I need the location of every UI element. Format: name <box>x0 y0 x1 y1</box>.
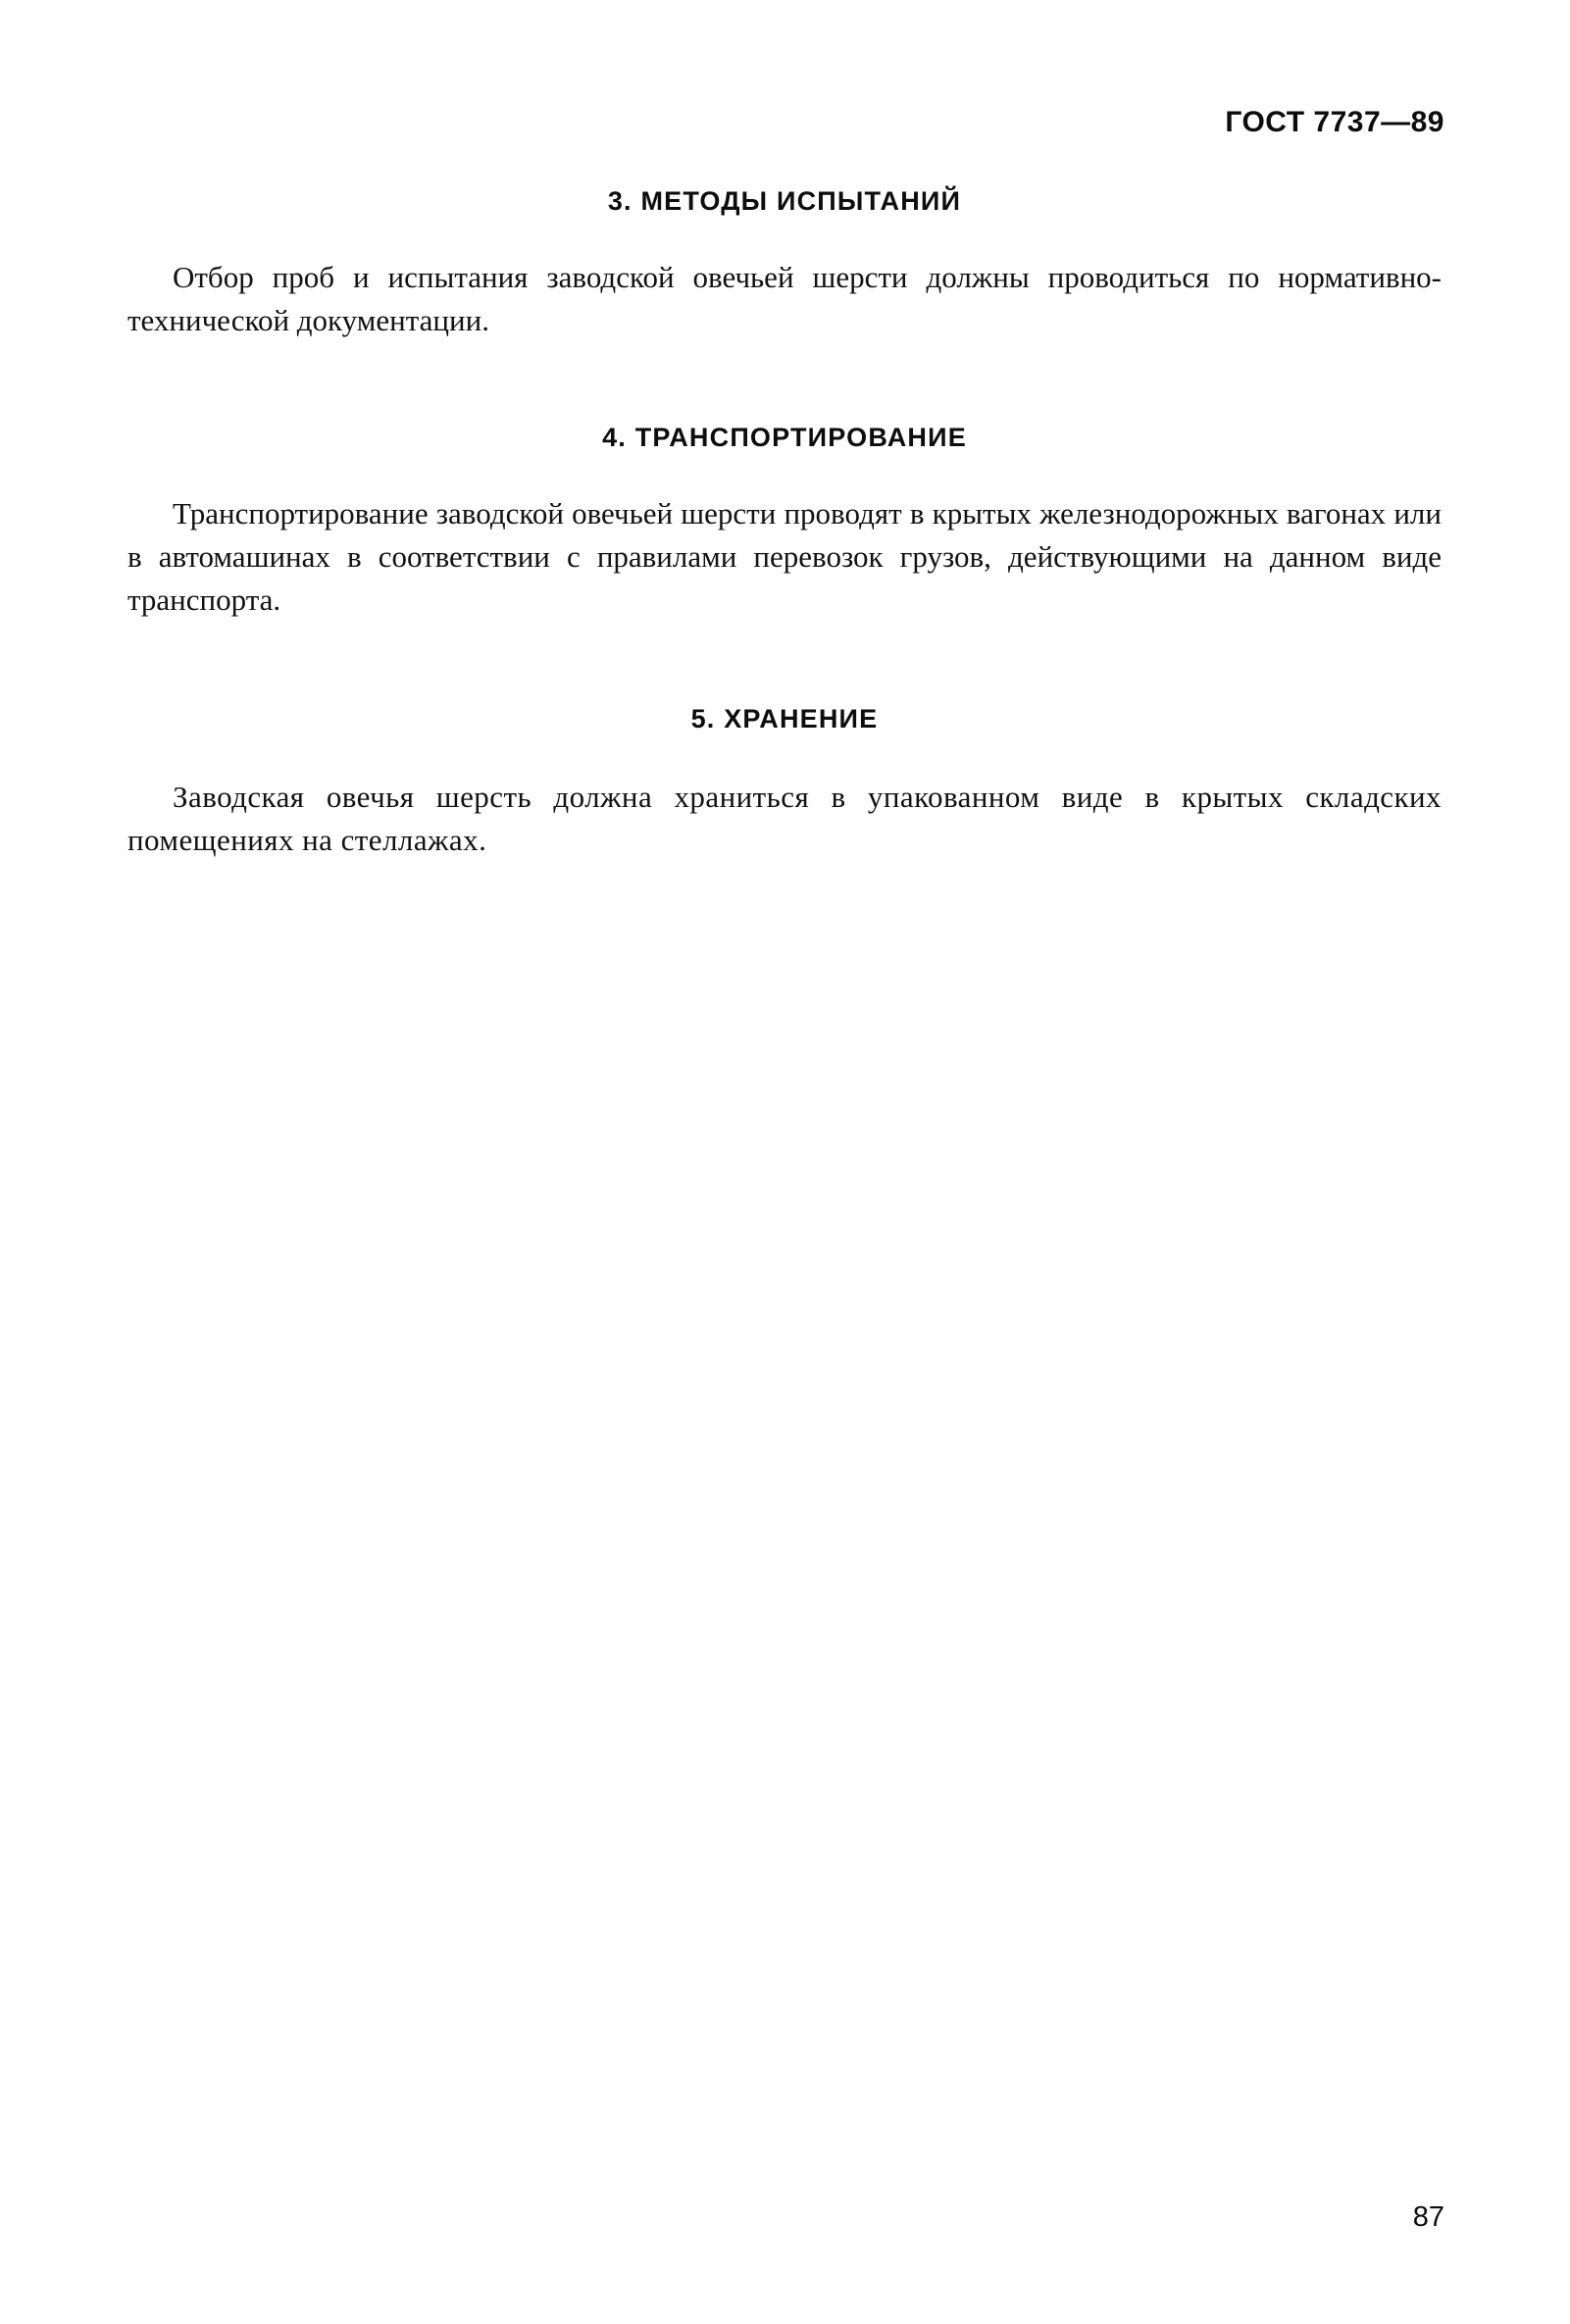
section-heading-storage: 5. ХРАНЕНИЕ <box>690 704 879 734</box>
section-paragraph-storage: Заводская овечья шерсть должна храниться в упакованном виде в крытых складских помещениях на стеллажах. <box>127 780 1442 858</box>
standard-number-header: ГОСТ 7737—89 <box>1225 106 1444 138</box>
section-heading-transportation: 4. ТРАНСПОРТИРОВАНИЕ <box>602 423 967 453</box>
section-paragraph-transportation: Транспортирование заводской овечьей шерсти проводят в крытых железнодорожных вагонах или в автомашинах в соответствии с правилами перевозок грузов, действующими на данном виде транспорта. <box>127 496 1442 618</box>
page-content <box>127 186 1442 862</box>
section-paragraph-methods: Отбор проб и испытания заводской овечьей шерсти должны проводиться по нормативно-технической документации. <box>127 260 1442 338</box>
page-number: 87 <box>1412 2201 1444 2233</box>
section-heading-methods: 3. МЕТОДЫ ИСПЫТАНИЙ <box>607 186 962 216</box>
